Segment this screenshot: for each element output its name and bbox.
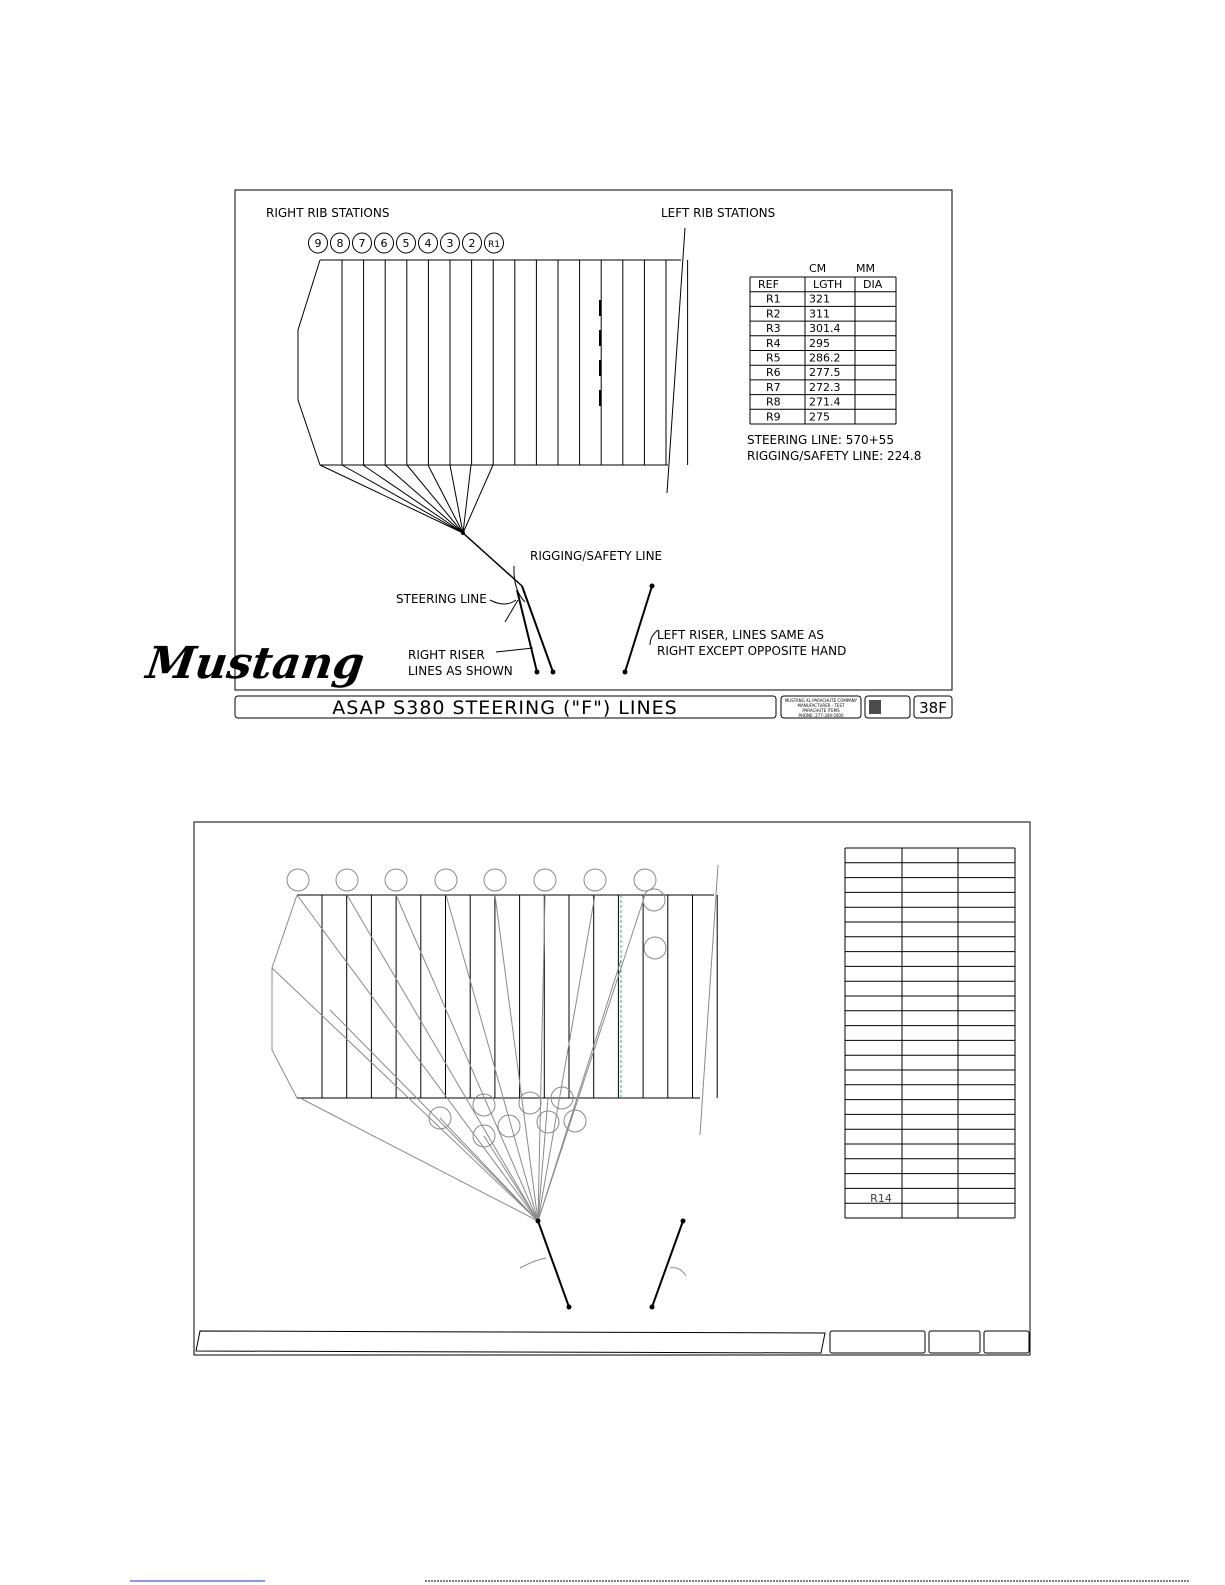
station-label: 6 — [380, 237, 388, 250]
table-header-dia: DIA — [863, 278, 883, 291]
right-rib-stations-label: RIGHT RIB STATIONS — [266, 206, 390, 220]
table-header-ref: REF — [758, 278, 779, 291]
placeholder-circle — [584, 869, 606, 891]
placeholder-circle — [643, 889, 665, 911]
table-ref-r14: R14 — [870, 1192, 892, 1205]
mustang-logo: Mustang — [143, 637, 368, 689]
station-label: 4 — [424, 237, 432, 250]
left-riser — [623, 584, 659, 675]
table-ref: R5 — [766, 351, 781, 365]
line-length-table — [750, 262, 896, 424]
title-block-2 — [196, 1331, 1029, 1353]
station-marker-4 — [419, 233, 438, 253]
table-length: 271.4 — [809, 395, 841, 409]
unit-header-mm: MM — [856, 262, 875, 275]
table-ref: R8 — [766, 395, 781, 409]
station-label: 7 — [358, 237, 366, 250]
drawing2-frame — [194, 822, 1030, 1355]
rigging-safety-line-label: RIGGING/SAFETY LINE — [530, 549, 663, 563]
placeholder-circle — [634, 869, 656, 891]
steering-line-note: STEERING LINE: 570+55 — [747, 433, 894, 447]
table-ref: R9 — [766, 410, 781, 424]
placeholder-circles — [287, 869, 666, 1147]
risers-2 — [520, 1219, 686, 1310]
steering-line-label: STEERING LINE — [396, 592, 487, 606]
sheet-number: 38F — [919, 699, 947, 717]
table-ref: R6 — [766, 366, 781, 380]
station-label: 8 — [336, 237, 344, 250]
company-line-2: MANUFACTURER - TEST — [797, 703, 845, 708]
station-marker-7 — [353, 233, 372, 253]
company-line-3: PARACHUTE ITEMS — [802, 708, 840, 713]
station-marker-5 — [397, 233, 416, 253]
line-fan — [320, 465, 493, 533]
left-riser-label-1: LEFT RISER, LINES SAME AS — [657, 628, 824, 642]
placeholder-circle — [336, 869, 358, 891]
station-label: 9 — [314, 237, 322, 250]
placeholder-circle — [534, 869, 556, 891]
table-length: 295 — [809, 336, 830, 350]
title-block — [235, 696, 952, 719]
table-length: 311 — [809, 307, 830, 321]
placeholder-circle — [435, 869, 457, 891]
placeholder-circle — [287, 869, 309, 891]
table-header-lgth: LGTH — [813, 278, 843, 291]
station-marker-3 — [441, 233, 460, 253]
placeholder-circle — [644, 937, 666, 959]
right-riser-label-2: LINES AS SHOWN — [408, 664, 513, 678]
line-fan-2 — [272, 895, 645, 1221]
drawing-steering-lines — [141, 190, 952, 719]
station-label: R1 — [488, 240, 500, 250]
station-marker-9 — [309, 233, 328, 253]
canopy-plan — [298, 228, 688, 493]
table-length: 272.3 — [809, 380, 841, 394]
table-length: 321 — [809, 292, 830, 306]
table-length: 277.5 — [809, 366, 841, 380]
company-line-1: MUSTANG XL PARACHUTE COMPANY — [784, 698, 858, 703]
left-riser-label-2: RIGHT EXCEPT OPPOSITE HAND — [657, 644, 847, 658]
station-marker-r1 — [485, 233, 504, 253]
station-marker-8 — [331, 233, 350, 253]
placeholder-circle — [385, 869, 407, 891]
placeholder-circle — [484, 869, 506, 891]
left-rib-stations-label: LEFT RIB STATIONS — [661, 206, 776, 220]
table-length: 275 — [809, 410, 830, 424]
drawing-title: ASAP S380 STEERING ("F") LINES — [332, 697, 678, 719]
drawing-template-blank — [194, 822, 1030, 1355]
table-ref: R2 — [766, 307, 781, 321]
table-ref: R3 — [766, 322, 781, 336]
table-length: 301.4 — [809, 322, 841, 336]
company-line-4: PHONE: 277-349-5000 — [798, 713, 844, 718]
table-ref: R4 — [766, 336, 781, 350]
right-riser-label-1: RIGHT RISER — [408, 648, 485, 662]
station-label: 3 — [446, 237, 454, 250]
station-label: 5 — [402, 237, 410, 250]
table-length: 286.2 — [809, 351, 841, 365]
canopy-plan-2 — [272, 865, 718, 1135]
table-ref: R1 — [766, 292, 781, 306]
blank-table — [845, 848, 1015, 1218]
table-ref: R7 — [766, 380, 781, 394]
rigging-line-note: RIGGING/SAFETY LINE: 224.8 — [747, 449, 922, 463]
station-label: 2 — [468, 237, 476, 250]
unit-header-cm: CM — [809, 262, 827, 275]
station-marker-2 — [463, 233, 482, 253]
station-marker-6 — [375, 233, 394, 253]
rib-station-markers — [309, 233, 504, 253]
